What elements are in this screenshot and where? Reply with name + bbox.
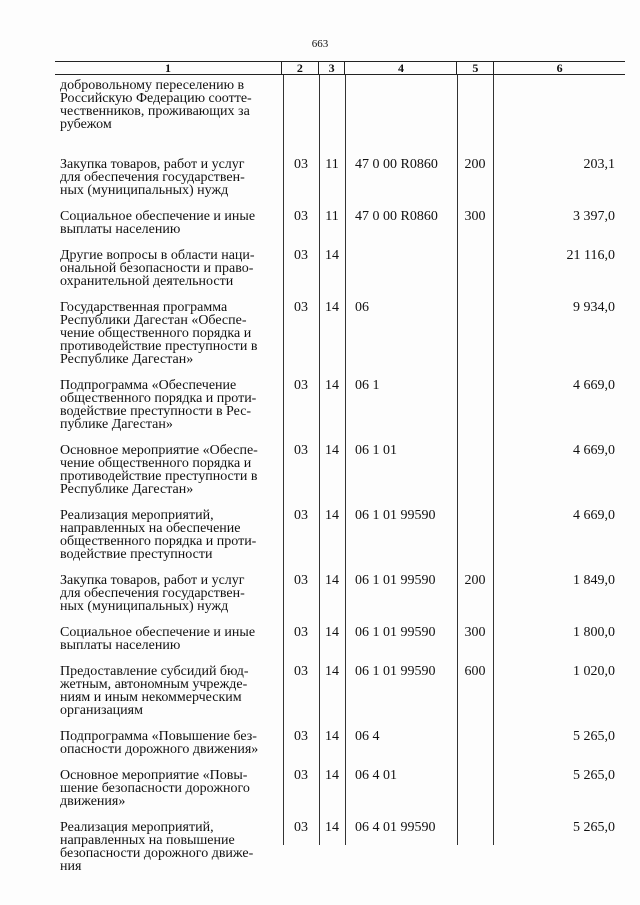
row-name-line: общественного порядка и проти- — [60, 534, 257, 549]
section-code: 03 — [294, 508, 308, 523]
section-code: 03 — [294, 729, 308, 744]
row-name-line: для обеспечения государствен- — [60, 586, 245, 601]
subsection-code: 14 — [325, 573, 339, 588]
table-row — [55, 665, 625, 717]
table-row — [55, 301, 625, 366]
page-number: 663 — [311, 38, 329, 50]
target-article-code: 06 1 01 99590 — [355, 508, 436, 523]
subsection-code: 14 — [325, 443, 339, 458]
subsection-code: 14 — [325, 729, 339, 744]
amount: 1 800,0 — [573, 625, 615, 640]
amount: 1 849,0 — [573, 573, 615, 588]
amount: 21 116,0 — [566, 248, 615, 263]
section-code: 03 — [294, 664, 308, 679]
row-name-line: Закупка товаров, работ и услуг — [60, 573, 245, 588]
expense-type-code — [457, 509, 493, 561]
table-body — [55, 75, 625, 874]
subsection-code: 14 — [325, 820, 339, 835]
row-name-line: ния — [60, 859, 82, 874]
row-name-line: чественников, проживающих за — [60, 104, 250, 119]
section-code: 03 — [294, 300, 308, 315]
row-name-line: публике Дагестан» — [60, 417, 173, 432]
expense-type-code — [457, 79, 493, 131]
row-name — [55, 249, 283, 288]
row-name-line: добровольному переселению в — [60, 78, 245, 93]
amount: 9 934,0 — [573, 300, 615, 315]
row-name-line: водействие преступности в Рес- — [60, 404, 252, 419]
row-name-line: Основное мероприятие «Повы- — [60, 768, 248, 783]
row-name — [55, 769, 283, 808]
row-name — [55, 574, 283, 613]
row-name-line: безопасности дорожного движе- — [60, 846, 254, 861]
row-name — [55, 444, 283, 496]
row-name — [55, 379, 283, 431]
row-name-line: противодействие преступности в — [60, 469, 258, 484]
subsection-code: 14 — [325, 300, 339, 315]
row-name-line: ональной безопасности и право- — [60, 261, 254, 276]
row-name-line: Социальное обеспечение и иные — [60, 209, 256, 224]
section-code: 03 — [294, 820, 308, 835]
target-article-code: 06 4 — [355, 729, 380, 744]
row-name-line: Другие вопросы в области наци- — [60, 248, 255, 263]
header-col-4: 4 — [345, 62, 457, 74]
target-article-code: 06 1 01 99590 — [355, 573, 436, 588]
row-name-line: Подпрограмма «Повышение без- — [60, 729, 257, 744]
expense-type-code — [457, 821, 493, 873]
target-article-code: 06 — [355, 300, 369, 315]
table-row — [55, 509, 625, 561]
subsection-code: 14 — [325, 508, 339, 523]
row-name-line: опасности дорожного движения» — [60, 742, 259, 757]
section-code: 03 — [294, 157, 308, 172]
row-name — [55, 79, 283, 131]
row-name-line: выплаты населению — [60, 638, 181, 653]
amount: 5 265,0 — [573, 729, 615, 744]
section-code: 03 — [294, 248, 308, 263]
section-code: 03 — [294, 625, 308, 640]
section-code: 03 — [294, 443, 308, 458]
table-row — [55, 158, 625, 197]
table-row — [55, 79, 625, 131]
row-name-line: для обеспечения государствен- — [60, 170, 245, 185]
row-name-line: чение общественного порядка и — [60, 326, 252, 341]
row-name-line: чение общественного порядка и — [60, 456, 252, 471]
row-name-line: Предоставление субсидий бюд- — [60, 664, 249, 679]
row-name-line: рубежом — [60, 117, 112, 132]
target-article-code — [345, 79, 457, 131]
header-col-6: 6 — [556, 61, 563, 75]
section-code: 03 — [294, 209, 308, 224]
table-row — [55, 444, 625, 496]
amount: 4 669,0 — [573, 508, 615, 523]
row-name — [55, 665, 283, 717]
row-name-line: Реализация мероприятий, — [60, 820, 214, 835]
subsection-code: 14 — [325, 248, 339, 263]
target-article-code: 06 1 01 99590 — [355, 625, 436, 640]
section-code: 03 — [294, 573, 308, 588]
expense-type-code: 200 — [464, 573, 486, 588]
table-row — [55, 210, 625, 236]
amount: 5 265,0 — [573, 768, 615, 783]
table-row — [55, 821, 625, 873]
subsection-code — [319, 79, 345, 131]
row-name — [55, 158, 283, 197]
expense-type-code: 300 — [464, 209, 486, 224]
row-name-line: Реализация мероприятий, — [60, 508, 214, 523]
header-col-3: 3 — [319, 62, 346, 74]
row-name-line: ниям и иным некоммерческим — [60, 690, 242, 705]
row-name-line: направленных на обеспечение — [60, 521, 241, 536]
row-name-line: Закупка товаров, работ и услуг — [60, 157, 245, 172]
expense-type-code — [457, 379, 493, 431]
target-article-code: 06 4 01 — [355, 768, 397, 783]
row-name-line: ных (муниципальных) нужд — [60, 599, 229, 614]
row-name — [55, 730, 283, 756]
budget-table — [55, 61, 625, 874]
subsection-code: 11 — [325, 157, 339, 172]
expense-type-code: 200 — [464, 157, 486, 172]
header-col-2: 2 — [282, 62, 319, 74]
row-name-line: водействие преступности — [60, 547, 213, 562]
target-article-code: 06 1 — [355, 378, 380, 393]
row-name-line: Подпрограмма «Обеспечение — [60, 378, 237, 393]
row-name-line: Республике Дагестан» — [60, 482, 194, 497]
expense-type-code: 300 — [464, 625, 486, 640]
row-name-line: Республике Дагестан» — [60, 352, 194, 367]
row-name-line: Республики Дагестан «Обеспе- — [60, 313, 247, 328]
table-row — [55, 574, 625, 613]
amount: 4 669,0 — [573, 378, 615, 393]
subsection-code: 14 — [325, 378, 339, 393]
amount — [493, 79, 625, 131]
subsection-code: 11 — [325, 209, 339, 224]
table-row — [55, 379, 625, 431]
target-article-code — [345, 249, 457, 288]
row-name-line: Российскую Федерацию соотте- — [60, 91, 252, 106]
row-name-line: Социальное обеспечение и иные — [60, 625, 256, 640]
expense-type-code — [457, 301, 493, 366]
table-row — [55, 626, 625, 652]
subsection-code: 14 — [325, 625, 339, 640]
row-name-line: направленных на повышение — [60, 833, 235, 848]
row-name-line: Государственная программа — [60, 300, 228, 315]
expense-type-code — [457, 769, 493, 808]
expense-type-code — [457, 730, 493, 756]
target-article-code: 47 0 00 R0860 — [355, 209, 438, 224]
row-name — [55, 821, 283, 873]
amount: 4 669,0 — [573, 443, 615, 458]
header-col-1: 1 — [55, 62, 282, 74]
row-name-line: жетным, автономным учрежде- — [60, 677, 248, 692]
subsection-code: 14 — [325, 768, 339, 783]
expense-type-code — [457, 444, 493, 496]
expense-type-code — [457, 249, 493, 288]
section-code: 03 — [294, 378, 308, 393]
row-name — [55, 301, 283, 366]
row-name-line: противодействие преступности в — [60, 339, 258, 354]
target-article-code: 06 1 01 99590 — [355, 664, 436, 679]
header-col-5: 5 — [457, 62, 494, 74]
target-article-code: 06 4 01 99590 — [355, 820, 436, 835]
table-row — [55, 769, 625, 808]
row-name-line: движения» — [60, 794, 126, 809]
amount: 1 020,0 — [573, 664, 615, 679]
row-name-line: общественного порядка и проти- — [60, 391, 257, 406]
section-code: 03 — [294, 768, 308, 783]
target-article-code: 06 1 01 — [355, 443, 397, 458]
table-row — [55, 249, 625, 288]
amount: 3 397,0 — [573, 209, 615, 224]
row-name-line: выплаты населению — [60, 222, 181, 237]
row-name — [55, 626, 283, 652]
expense-type-code: 600 — [464, 664, 486, 679]
row-name — [55, 509, 283, 561]
target-article-code: 47 0 00 R0860 — [355, 157, 438, 172]
row-name-line: шение безопасности дорожного — [60, 781, 250, 796]
section-code — [283, 79, 319, 131]
subsection-code: 14 — [325, 664, 339, 679]
row-name-line: охранительной деятельности — [60, 274, 234, 289]
table-row — [55, 730, 625, 756]
table-header — [55, 62, 625, 75]
row-name-line: организациям — [60, 703, 143, 718]
amount: 203,1 — [583, 157, 615, 172]
row-name-line: Основное мероприятие «Обеспе- — [60, 443, 258, 458]
amount: 5 265,0 — [573, 820, 615, 835]
row-name — [55, 210, 283, 236]
row-name-line: ных (муниципальных) нужд — [60, 183, 229, 198]
